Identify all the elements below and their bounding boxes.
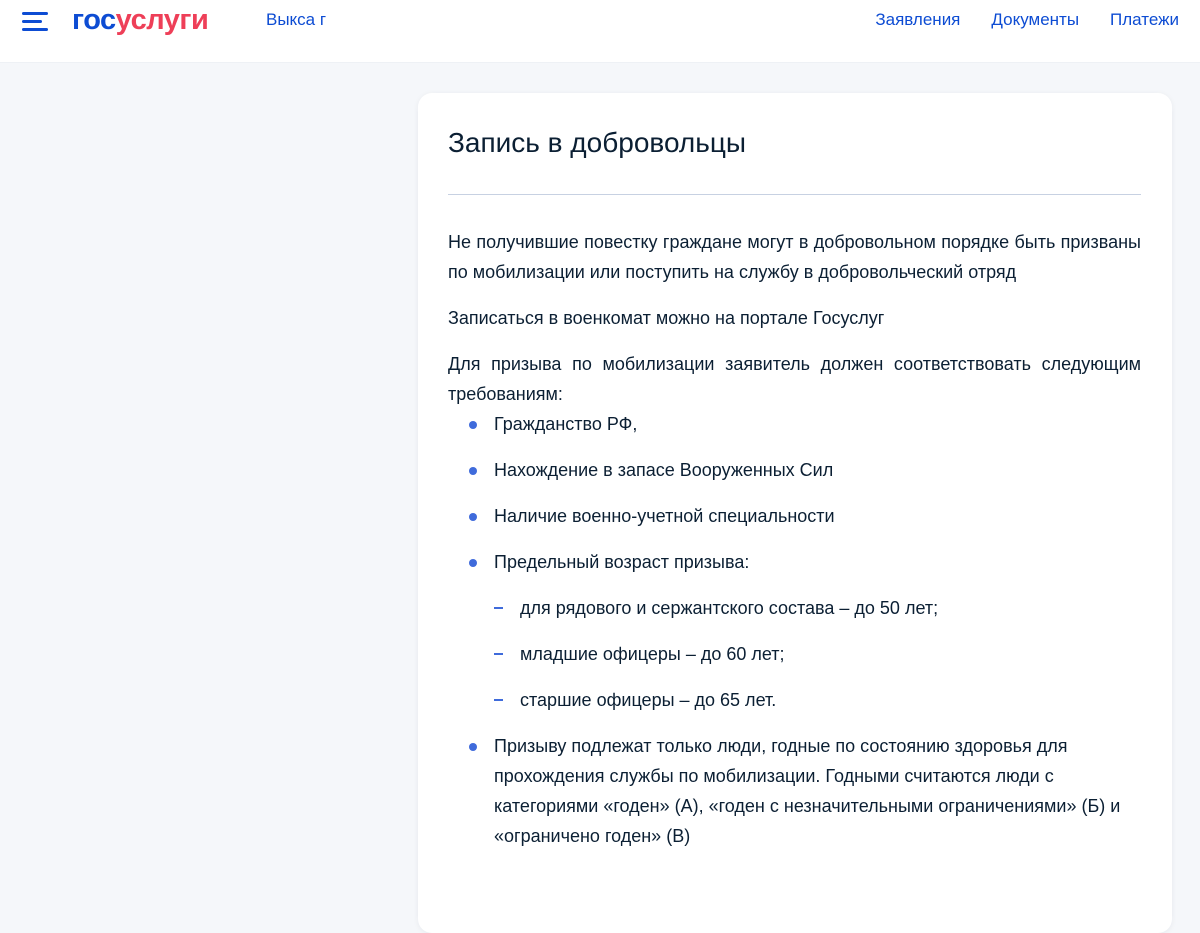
nav-documents[interactable]: Документы — [991, 10, 1080, 29]
age-limits-sublist — [494, 593, 1141, 715]
paragraph-requirements: Для призыва по мобилизации заявитель должен соответствовать следующим требованиям: — [448, 354, 1141, 404]
list-item — [448, 455, 1141, 485]
list-item — [448, 501, 1141, 531]
nav-payments[interactable]: Платежи — [1110, 10, 1179, 29]
paragraph-intro: Не получившие повестку граждане могут в добровольном порядке быть призваны по мобилизации или поступить на службу в добровольческий отряд — [448, 232, 1141, 282]
list-item-text: Нахождение в запасе Вооруженных Сил — [494, 460, 834, 480]
list-item — [448, 731, 1141, 851]
content-card — [418, 93, 1172, 933]
bullet-dot-icon — [469, 743, 477, 751]
list-item-text: Призыву подлежат только люди, годные по состоянию здоровья для прохождения службы по мобилизации. Годными считаются люди с категориями «годен» (А), «годен с незначительными ограничениями» (Б) и «ограничено годен» (В) — [494, 736, 1121, 846]
bullet-dot-icon — [469, 559, 477, 567]
nav-applications[interactable]: Заявления — [875, 10, 961, 29]
sublist-item-text: старшие офицеры – до 65 лет. — [520, 690, 777, 710]
paragraph-portal: Записаться в военкомат можно на портале Госуслуг — [448, 308, 885, 328]
location-selector[interactable]: Выкса г — [266, 10, 327, 29]
sublist-item — [494, 639, 1141, 669]
sublist-item-text: для рядового и сержантского состава – до 50 лет; — [520, 598, 939, 618]
sublist-item-text: младшие офицеры – до 60 лет; — [520, 644, 785, 664]
list-item-text: Предельный возраст призыва: — [494, 552, 750, 572]
logo-text-part2: услуги — [115, 4, 209, 36]
gosuslugi-logo[interactable] — [72, 2, 208, 38]
logo-text-part1: гос — [72, 4, 116, 36]
list-item — [448, 409, 1141, 439]
top-header — [0, 0, 1200, 63]
bullet-dot-icon — [469, 513, 477, 521]
sublist-item — [494, 593, 1141, 623]
list-item-text: Наличие военно-учетной специальности — [494, 506, 835, 526]
page-title: Запись в добровольцы — [448, 127, 747, 158]
main-nav — [875, 10, 1179, 30]
bullet-dot-icon — [469, 421, 477, 429]
dash-icon — [494, 653, 503, 655]
menu-icon[interactable] — [22, 11, 48, 33]
requirements-list — [448, 409, 1141, 851]
bullet-dot-icon — [469, 467, 477, 475]
sublist-item — [494, 685, 1141, 715]
title-divider — [448, 194, 1141, 195]
dash-icon — [494, 699, 503, 701]
list-item-text: Гражданство РФ, — [494, 414, 638, 434]
article-body — [448, 227, 1141, 867]
list-item — [448, 547, 1141, 715]
dash-icon — [494, 607, 503, 609]
